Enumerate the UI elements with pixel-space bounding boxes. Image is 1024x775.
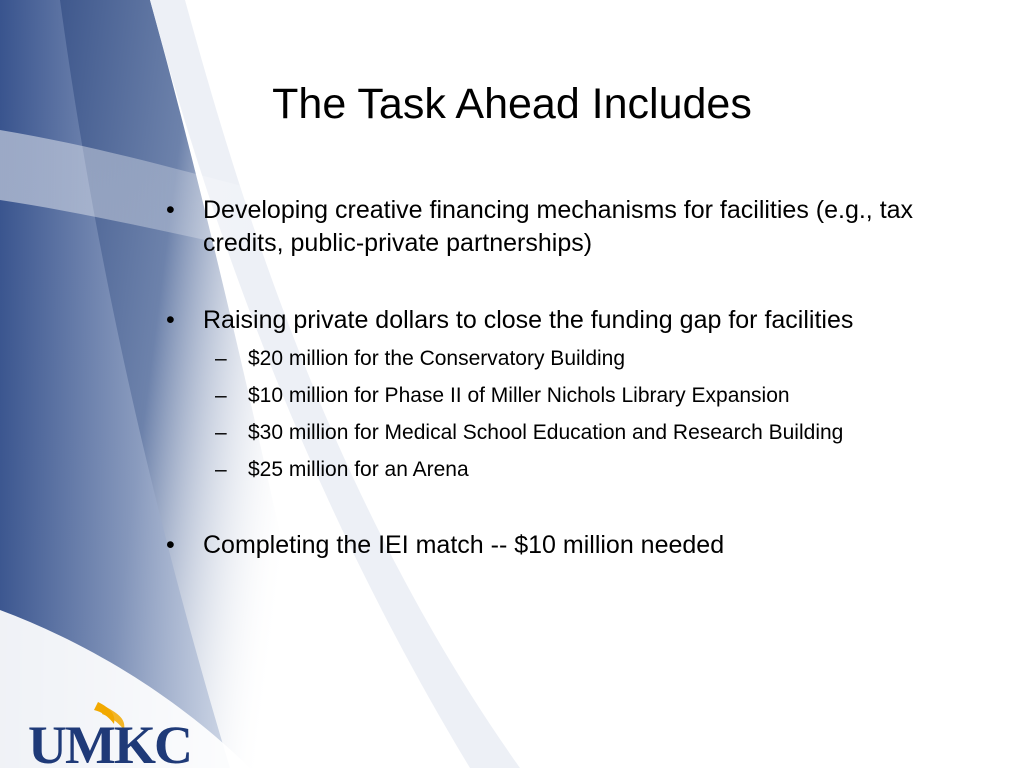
sub-bullet-item xyxy=(160,344,940,374)
bullet-item xyxy=(160,304,940,337)
sub-bullet-mark: – xyxy=(215,384,227,407)
sub-bullet-text: $30 million for Medical School Education and Research Building xyxy=(248,421,844,444)
sub-bullet-mark: – xyxy=(215,347,227,370)
bullet-mark: • xyxy=(166,306,175,334)
bullet-text: Developing creative financing mechanisms for facilities (e.g., tax credits, public-private partnerships) xyxy=(203,196,914,257)
logo-text: UMKC xyxy=(28,715,191,775)
sub-bullet-item xyxy=(160,455,940,485)
slide-title: The Task Ahead Includes xyxy=(272,80,752,128)
bullet-item xyxy=(160,194,940,260)
sub-bullet-item xyxy=(160,418,940,448)
bullet-text: Raising private dollars to close the funding gap for facilities xyxy=(203,306,854,334)
sub-bullet-text: $25 million for an Arena xyxy=(248,458,469,481)
sub-bullet-text: $20 million for the Conservatory Building xyxy=(248,347,626,370)
sub-bullet-text: $10 million for Phase II of Miller Nichols Library Expansion xyxy=(248,384,790,407)
bullet-list xyxy=(160,194,940,562)
sub-bullet-mark: – xyxy=(215,421,227,444)
bullet-mark: • xyxy=(166,196,175,224)
sub-bullet-item xyxy=(160,381,940,411)
bullet-item xyxy=(160,529,940,562)
bullet-mark: • xyxy=(166,531,175,559)
sub-bullet-mark: – xyxy=(215,458,227,481)
bullet-text: Completing the IEI match -- $10 million needed xyxy=(203,531,725,559)
umkc-logo xyxy=(28,700,208,775)
